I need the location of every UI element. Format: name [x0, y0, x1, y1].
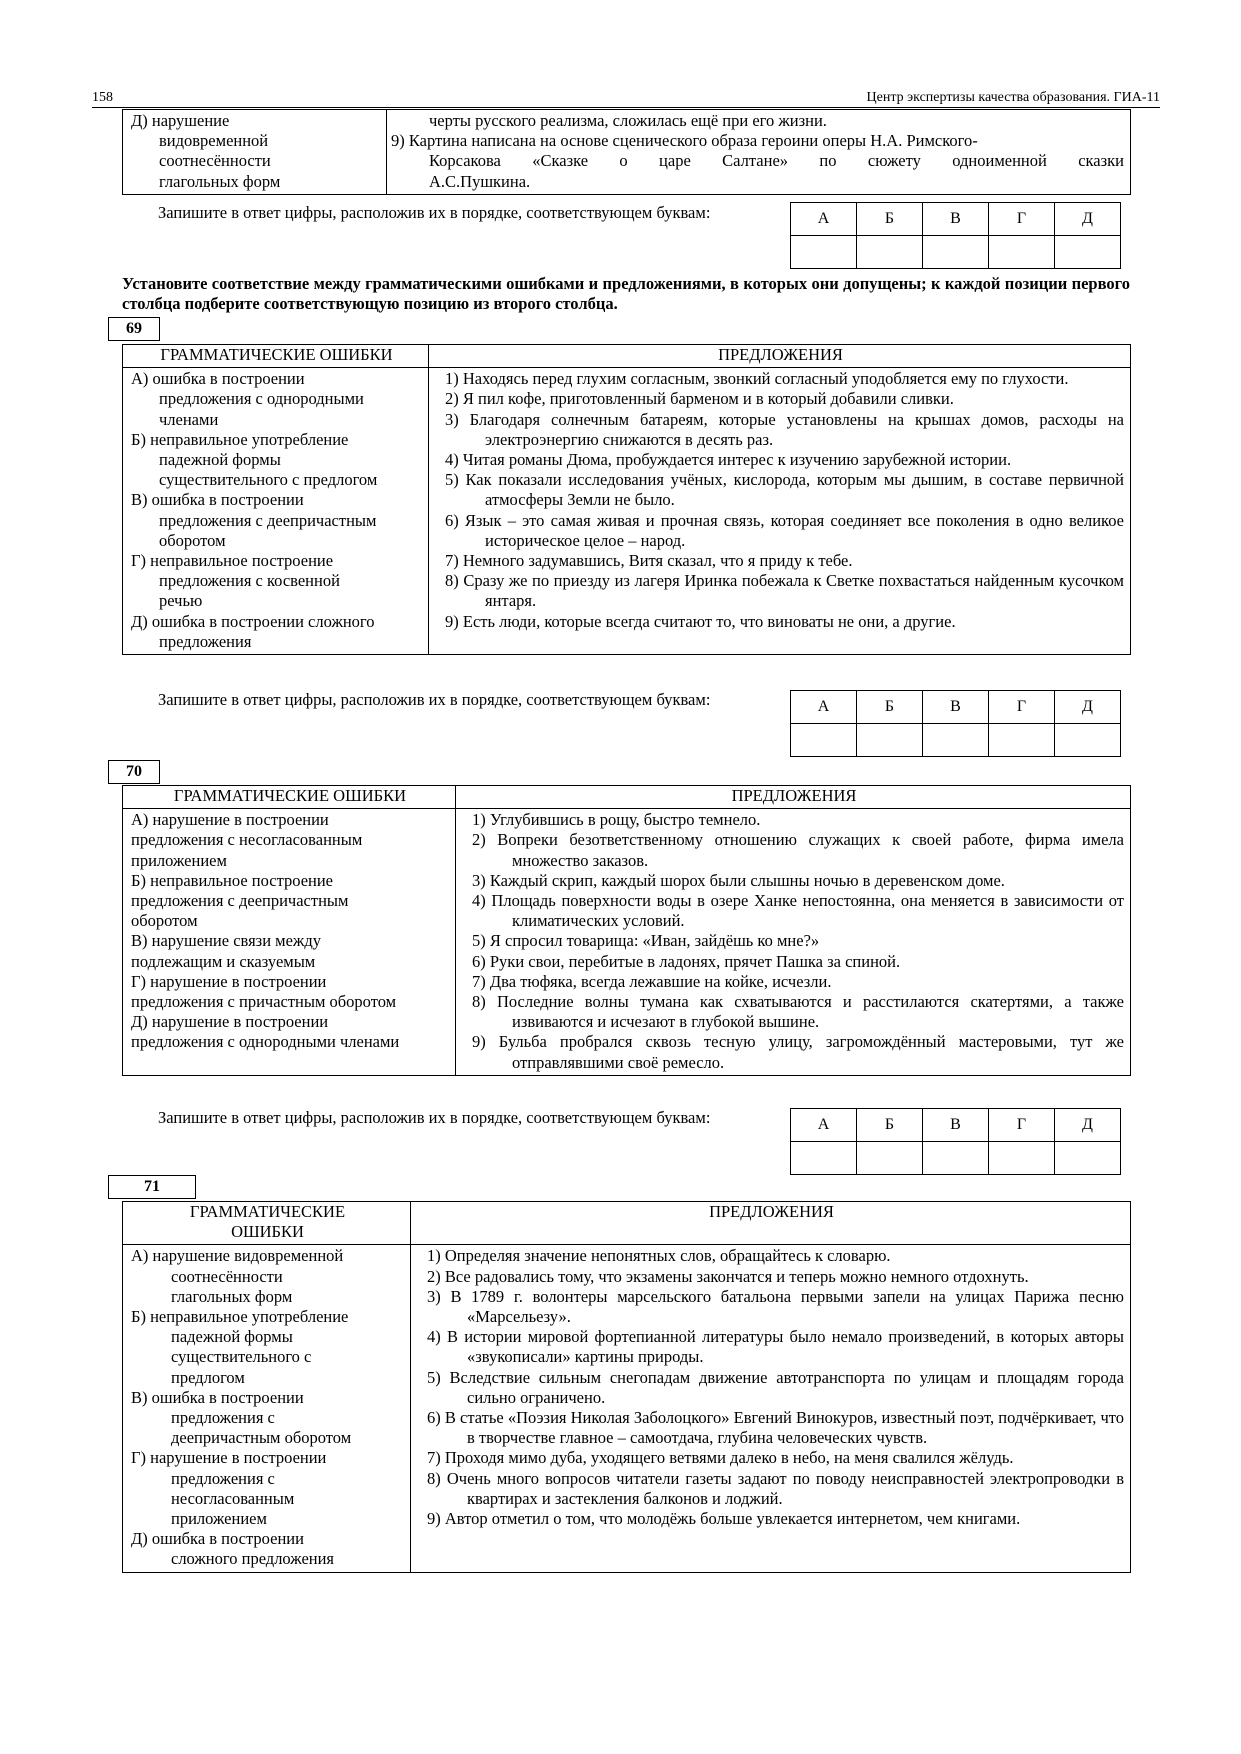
q69-option-line: оборотом: [159, 530, 226, 550]
q69-right-cell: [429, 368, 1131, 655]
q69-option-line: Г) неправильное построение: [131, 551, 334, 571]
question-number: 70: [108, 760, 160, 784]
q69-option-line: предложения с однородными: [159, 389, 364, 409]
q71-option-line: Б) неправильное употребление: [131, 1307, 349, 1327]
q70-option-line: предложения с однородными членами: [131, 1032, 400, 1052]
q69-option-line: существительного с предлогом: [159, 470, 378, 490]
q69-option-line: Б) неправильное употребление: [131, 429, 349, 449]
q71-option-line: предложения с: [171, 1408, 275, 1428]
q70-sentence: 1) Углубившись в рощу, быстро темнело.: [472, 810, 761, 830]
answer-letter: Б: [857, 691, 923, 724]
q71-option-line: В) ошибка в построении: [131, 1387, 304, 1407]
prev-left-line: соотнесённости: [159, 151, 271, 171]
prev-left-line: глагольных форм: [159, 171, 281, 191]
prev-right-line: 9) Картина написана на основе сценического образа героини оперы Н.А. Римского-: [391, 131, 978, 151]
q71-sentence: 2) Все радовались тому, что экзамены закончатся и теперь можно немного отдохнуть.: [427, 1266, 1029, 1286]
q71-option-line: сложного предложения: [171, 1549, 335, 1569]
q69-sentence: 8) Сразу же по приезду из лагеря Иринка побежала к Светке похвастаться найденным кусочком янтаря.: [445, 571, 1124, 611]
header-divider: [92, 107, 1160, 108]
answer-cell[interactable]: [857, 236, 923, 269]
answer-letter: А: [791, 203, 857, 236]
q71-option-line: глагольных форм: [171, 1286, 293, 1306]
q70-sentence: 7) Два тюфяка, всегда лежавшие на койке, исчезли.: [472, 971, 832, 991]
q70-sentence: 3) Каждый скрип, каждый шорох были слышны ночью в деревенском доме.: [472, 870, 1005, 890]
answer-grid[interactable]: [790, 690, 1121, 757]
q70-option-line: В) нарушение связи между: [131, 931, 321, 951]
q70-option-line: А) нарушение в построении: [131, 810, 329, 830]
q71-option-line: Д) ошибка в построении: [131, 1529, 304, 1549]
q71-option-line: А) нарушение видовременной: [131, 1246, 344, 1266]
q70-sentence: 2) Вопреки безответственному отношению служащих к своей работе, фирма имела множество заказов.: [472, 830, 1124, 870]
q69-sentence: 2) Я пил кофе, приготовленный барменом и в который добавили сливки.: [445, 389, 954, 409]
answer-letter: Д: [1055, 691, 1121, 724]
answer-letter: Г: [989, 203, 1055, 236]
q70-sentence: 8) Последние волны тумана как схватываются и расстилаются скатертями, а также извиваются и исчезают в глубокой вышине.: [472, 992, 1124, 1032]
q71-right-title: ПРЕДЛОЖЕНИЯ: [411, 1202, 1131, 1245]
q69-left-cell: [123, 368, 429, 655]
q70-option-line: предложения с причастным оборотом: [131, 992, 397, 1012]
q71-sentence: 9) Автор отметил о том, что молодёжь больше увлекается интернетом, чем книгами.: [427, 1509, 1021, 1529]
answer-cell[interactable]: [791, 724, 857, 757]
answer-grid[interactable]: [790, 1108, 1121, 1175]
q69-sentence: 7) Немного задумавшись, Витя сказал, что я приду к тебе.: [445, 551, 853, 571]
answer-cell[interactable]: [791, 236, 857, 269]
answer-letter: Д: [1055, 203, 1121, 236]
q70-sentence: 5) Я спросил товарища: «Иван, зайдёшь ко мне?»: [472, 931, 820, 951]
q71-sentence: 5) Вследствие сильным снегопадам движение автотранспорта по улицам и площадям города сильно ограничено.: [427, 1367, 1124, 1407]
q70-option-line: приложением: [131, 850, 227, 870]
answer-letter: А: [791, 1109, 857, 1142]
q71-left-title-line: ОШИБКИ: [231, 1222, 304, 1242]
q69-option-line: предложения: [159, 631, 252, 651]
q70-table: [122, 785, 1131, 1076]
q70-option-line: предложения с несогласованным: [131, 830, 363, 850]
question-number: 71: [108, 1175, 196, 1199]
q70-option-line: Г) нарушение в построении: [131, 971, 327, 991]
q71-left-title-line: ГРАММАТИЧЕСКИЕ: [189, 1202, 346, 1221]
q70-option-line: подлежащим и сказуемым: [131, 951, 316, 971]
q69-table: [122, 344, 1131, 655]
task-instruction: Установите соответствие между грамматическими ошибками и предложениями, в которых они допущены; к каждой позиции первого столбца подберите соответствующую позицию из второго столбца.: [122, 274, 1130, 314]
q69-right-title: ПРЕДЛОЖЕНИЯ: [429, 345, 1131, 368]
prev-right-cell: [387, 110, 1131, 195]
q70-left-cell: [123, 809, 456, 1076]
prev-task-table: [122, 109, 1131, 195]
q69-option-line: Д) ошибка в построении сложного: [131, 611, 375, 631]
q71-sentence: 6) В статье «Поэзия Николая Заболоцкого» Евгений Винокуров, известный поэт, подчёркивает, что в творчестве главное – самоотдача, глубина человеческих чувств.: [427, 1408, 1124, 1448]
answer-cell[interactable]: [1055, 1142, 1121, 1175]
answer-letter: А: [791, 691, 857, 724]
q71-sentence: 8) Очень много вопросов читатели газеты задают по поводу неисправностей электропроводки в квартирах и застекления балконов и лоджий.: [427, 1468, 1124, 1508]
q69-sentence: 1) Находясь перед глухим согласным, звонкий согласный уподобляется ему по глухости.: [445, 369, 1069, 389]
answer-cell[interactable]: [989, 724, 1055, 757]
q71-option-line: Г) нарушение в построении: [131, 1448, 327, 1468]
q71-option-line: деепричастным оборотом: [171, 1428, 352, 1448]
q69-option-line: предложения с деепричастным: [159, 510, 377, 530]
q71-option-line: приложением: [171, 1509, 267, 1529]
answer-letter: Г: [989, 691, 1055, 724]
q69-option-line: предложения с косвенной: [159, 571, 340, 591]
answer-letter: В: [923, 203, 989, 236]
q70-option-line: оборотом: [131, 911, 198, 931]
q69-option-line: падежной формы: [159, 450, 281, 470]
q71-option-line: соотнесённости: [171, 1266, 283, 1286]
q69-sentence: 3) Благодаря солнечным батареям, которые установлены на крышах домов, расходы на электроэнергию снижаются в десять раз.: [445, 409, 1124, 449]
q71-option-line: предлогом: [171, 1367, 245, 1387]
answer-letter: Г: [989, 1109, 1055, 1142]
answer-instruction: Запишите в ответ цифры, расположив их в порядке, соответствующем буквам:: [158, 690, 711, 709]
answer-cell[interactable]: [857, 724, 923, 757]
answer-cell[interactable]: [989, 236, 1055, 269]
prev-left-line: Д) нарушение: [131, 111, 230, 130]
prev-right-line: черты русского реализма, сложилась ещё при его жизни.: [429, 111, 827, 130]
q71-option-line: падежной формы: [171, 1327, 293, 1347]
q71-sentence: 4) В истории мировой фортепианной литературы было немало произведений, в которых авторы «звукописали» картины природы.: [427, 1327, 1124, 1367]
q71-left-title: [123, 1202, 411, 1245]
prev-right-line: А.С.Пушкина.: [429, 171, 531, 191]
q70-option-line: предложения с деепричастным: [131, 891, 349, 911]
q70-option-line: Д) нарушение в построении: [131, 1012, 329, 1032]
q69-sentence: 9) Есть люди, которые всегда считают то, что виноваты не они, а другие.: [445, 611, 956, 631]
answer-cell[interactable]: [923, 724, 989, 757]
q69-option-line: речью: [159, 591, 203, 611]
q71-sentence: 3) В 1789 г. волонтеры марсельского батальона первыми запели на улицах Парижа песню «Марсельезу».: [427, 1286, 1124, 1327]
q71-option-line: предложения с: [171, 1468, 275, 1488]
answer-letter: Б: [857, 203, 923, 236]
answer-cell[interactable]: [791, 1142, 857, 1175]
answer-cell[interactable]: [923, 236, 989, 269]
q70-right-title: ПРЕДЛОЖЕНИЯ: [456, 786, 1131, 809]
q69-sentence: 5) Как показали исследования учёных, кислорода, которым мы дышим, в составе первичной атмосферы Земли не было.: [445, 470, 1124, 510]
answer-cell[interactable]: [923, 1142, 989, 1175]
prev-right-line: Корсакова «Сказке о царе Салтане» по сюжету одноименной сказки: [429, 151, 1124, 171]
q70-sentence: 9) Бульба пробрался сквозь тесную улицу, загромождённый мастеровыми, тут же отправлявшими своё ремесло.: [472, 1032, 1124, 1072]
q69-sentence: 4) Читая романы Дюма, пробуждается интерес к изучению зарубежной истории.: [445, 450, 1012, 470]
answer-cell[interactable]: [989, 1142, 1055, 1175]
header-title: Центр экспертизы качества образования. ГИА-11: [866, 90, 1160, 105]
q71-sentence: 1) Определяя значение непонятных слов, обращайтесь к словарю.: [427, 1246, 891, 1266]
answer-letter: В: [923, 1109, 989, 1142]
page-number: 158: [92, 90, 113, 105]
answer-letter: В: [923, 691, 989, 724]
q71-sentence: 7) Проходя мимо дуба, уходящего ветвями далеко в небо, на меня свалился жёлудь.: [427, 1448, 1014, 1468]
q70-option-line: Б) неправильное построение: [131, 870, 333, 890]
answer-cell[interactable]: [1055, 724, 1121, 757]
q69-left-title: ГРАММАТИЧЕСКИЕ ОШИБКИ: [123, 345, 429, 368]
q70-right-cell: [456, 809, 1131, 1076]
answer-letter: Б: [857, 1109, 923, 1142]
q69-option-line: В) ошибка в построении: [131, 490, 304, 510]
answer-grid[interactable]: [790, 202, 1121, 269]
q70-sentence: 4) Площадь поверхности воды в озере Ханке непостоянна, она меняется в зависимости от климатических условий.: [472, 891, 1124, 931]
prev-left-cell: [123, 110, 387, 195]
q70-left-title: ГРАММАТИЧЕСКИЕ ОШИБКИ: [123, 786, 456, 809]
q71-table: [122, 1201, 1131, 1573]
answer-instruction: Запишите в ответ цифры, расположив их в порядке, соответствующем буквам:: [158, 1108, 711, 1127]
q69-option-line: А) ошибка в построении: [131, 369, 305, 389]
q71-right-cell: [411, 1245, 1131, 1572]
q70-sentence: 6) Руки свои, перебитые в ладонях, прячет Пашка за спиной.: [472, 951, 901, 971]
answer-cell[interactable]: [1055, 236, 1121, 269]
prev-left-line: видовременной: [159, 131, 269, 151]
q71-option-line: несогласованным: [171, 1488, 295, 1508]
q71-option-line: существительного с: [171, 1347, 312, 1367]
question-number: 69: [108, 317, 160, 341]
q69-sentence: 6) Язык – это самая живая и прочная связь, которая соединяет все поколения в одно великое историческое целое – народ.: [445, 510, 1124, 550]
answer-letter: Д: [1055, 1109, 1121, 1142]
answer-instruction: Запишите в ответ цифры, расположив их в порядке, соответствующем буквам:: [158, 203, 711, 222]
q69-option-line: членами: [159, 409, 219, 429]
q71-left-cell: [123, 1245, 411, 1572]
answer-cell[interactable]: [857, 1142, 923, 1175]
